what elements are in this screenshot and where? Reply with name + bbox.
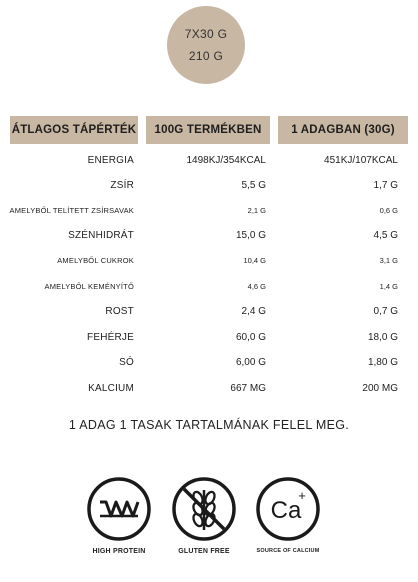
row-per-100g: 2,1 G <box>247 206 266 215</box>
row-per-serving: 0,7 G <box>373 306 398 317</box>
calcium-caption: SOURCE OF CALCIUM <box>256 548 320 554</box>
row-per-100g: 4,6 G <box>247 282 266 291</box>
row-per-100g: 10,4 G <box>243 256 266 265</box>
table-row <box>0 325 418 350</box>
row-per-serving: 1,4 G <box>379 282 398 291</box>
row-label: ROST <box>105 306 134 317</box>
header-per-100g: 100G TERMÉKBEN <box>146 116 270 144</box>
calcium-plus: + <box>298 488 306 503</box>
header-per-serving: 1 ADAGBAN (30G) <box>278 116 408 144</box>
table-row <box>0 274 418 299</box>
table-row <box>0 350 418 375</box>
high-protein-caption: HIGH PROTEIN <box>92 548 146 555</box>
high-protein-badge <box>74 476 164 555</box>
row-label: AMELYBŐL TELÍTETT ZSÍRSAVAK <box>9 206 134 215</box>
row-per-100g: 6,00 G <box>235 357 266 368</box>
row-per-serving: 4,5 G <box>373 230 398 241</box>
calcium-badge <box>243 476 333 554</box>
package-size-badge <box>167 6 245 84</box>
row-label: AMELYBŐL KEMÉNYÍTŐ <box>44 282 134 291</box>
row-label: SZÉNHIDRÁT <box>68 230 134 241</box>
row-label: KALCIUM <box>88 383 134 394</box>
row-per-100g: 667 MG <box>230 383 266 394</box>
gluten-free-caption: GLUTEN FREE <box>178 548 230 555</box>
row-per-100g: 15,0 G <box>235 230 266 241</box>
row-per-serving: 3,1 G <box>379 256 398 265</box>
row-per-100g: 5,5 G <box>241 180 266 191</box>
high-protein-icon <box>86 476 152 542</box>
calcium-icon <box>255 476 321 542</box>
row-label: ENERGIA <box>87 155 134 166</box>
table-row <box>0 148 418 173</box>
table-row <box>0 223 418 248</box>
row-per-serving: 0,6 G <box>379 206 398 215</box>
table-row <box>0 376 418 401</box>
row-per-serving: 1,80 G <box>367 357 398 368</box>
row-label: SÓ <box>119 357 134 368</box>
table-row <box>0 198 418 223</box>
row-per-serving: 18,0 G <box>367 332 398 343</box>
row-per-serving: 1,7 G <box>373 180 398 191</box>
gluten-free-icon <box>171 476 237 542</box>
table-row <box>0 173 418 198</box>
row-per-serving: 451KJ/107KCAL <box>324 155 398 166</box>
table-row <box>0 299 418 324</box>
row-per-100g: 2,4 G <box>241 306 266 317</box>
row-label: AMELYBŐL CUKROK <box>57 256 134 265</box>
badge-line-1: 7X30 G <box>184 27 228 41</box>
row-per-100g: 60,0 G <box>235 332 266 343</box>
row-per-100g: 1498KJ/354KCAL <box>186 155 266 166</box>
row-label: ZSÍR <box>110 180 134 191</box>
badge-line-2: 210 G <box>188 49 224 63</box>
table-row <box>0 248 418 273</box>
calcium-symbol: Ca <box>270 497 302 524</box>
header-nutrient: ÁTLAGOS TÁPÉRTÉK <box>10 116 138 144</box>
gluten-free-badge <box>159 476 249 555</box>
row-per-serving: 200 MG <box>362 383 398 394</box>
serving-note: 1 ADAG 1 TASAK TARTALMÁNAK FELEL MEG. <box>68 418 350 432</box>
row-label: FEHÉRJE <box>87 332 134 343</box>
